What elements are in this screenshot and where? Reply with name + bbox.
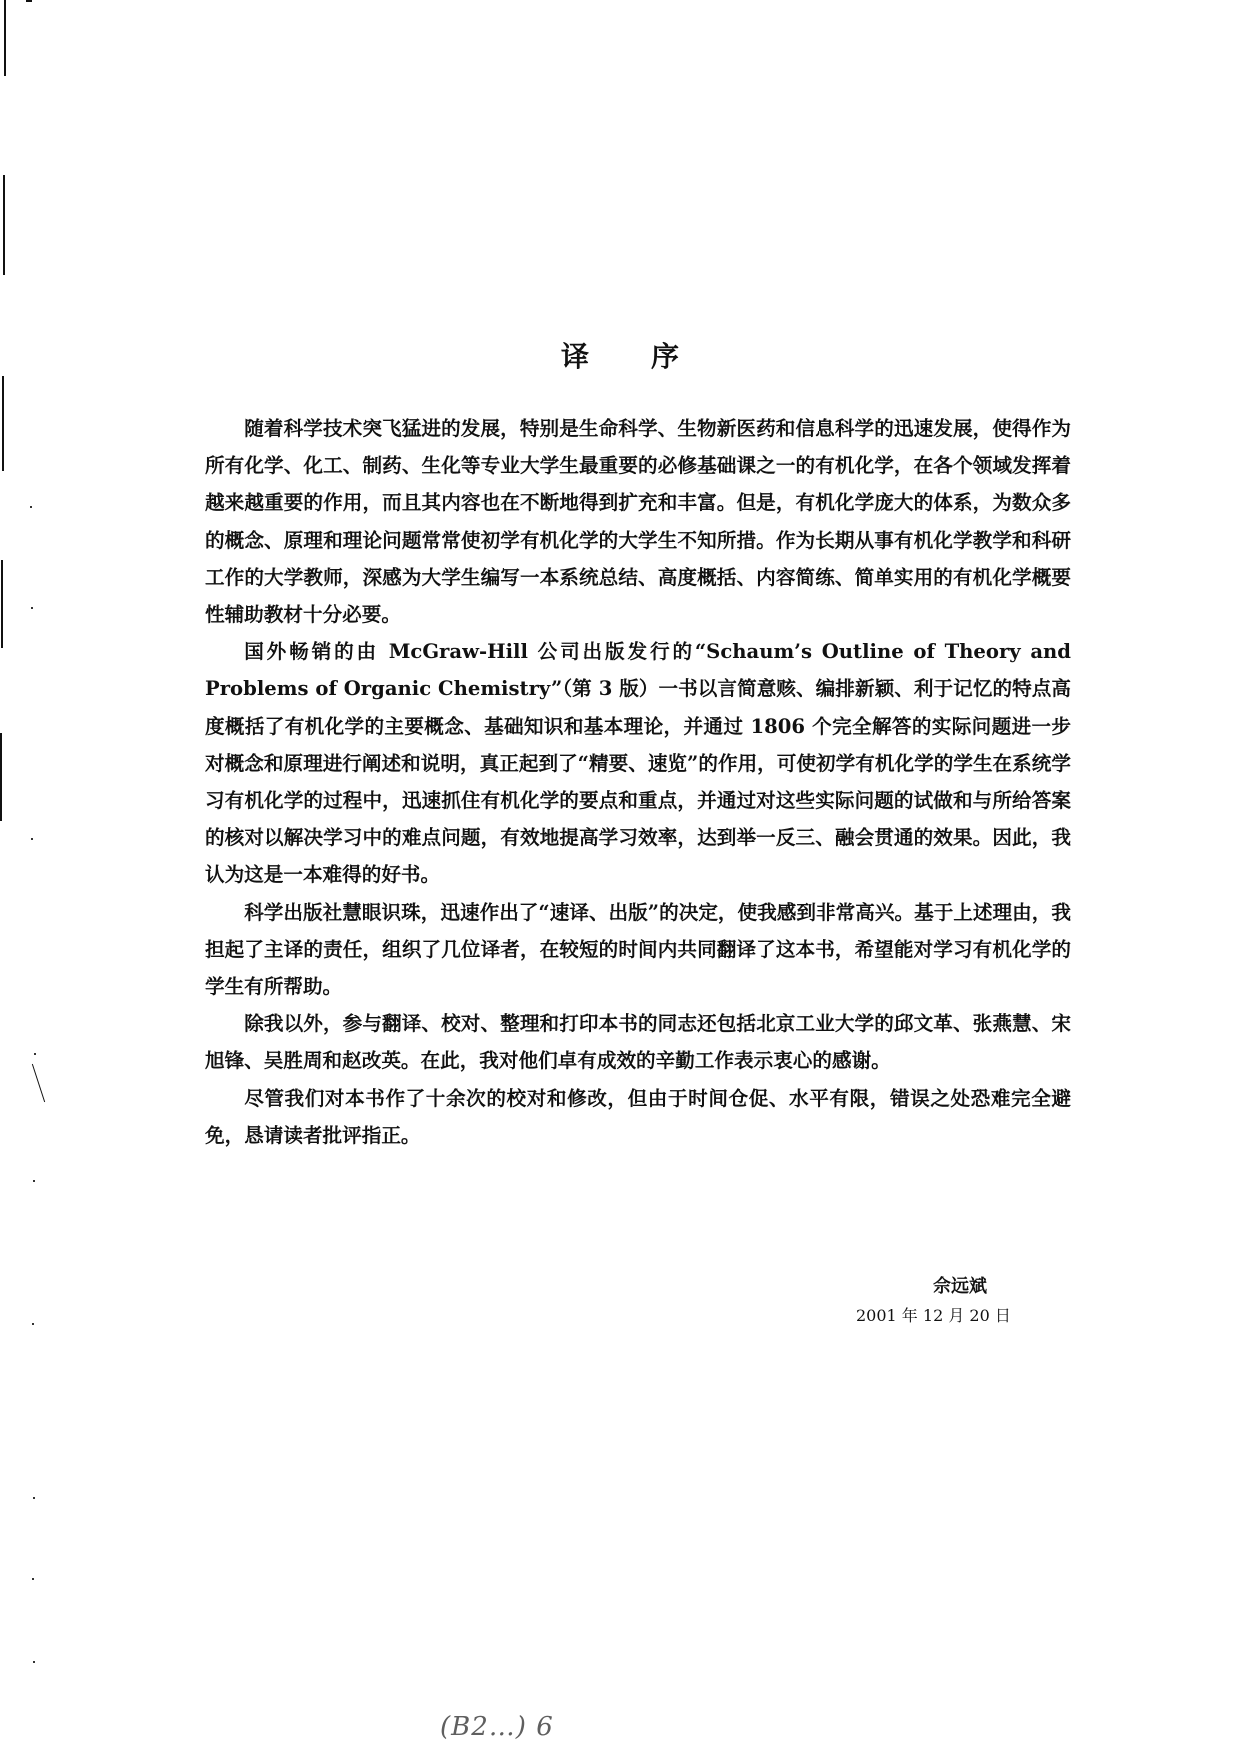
handwritten-page-mark: (B2…) 6 (440, 1712, 554, 1742)
scan-speck (31, 838, 33, 840)
scan-edge-mark (32, 1064, 45, 1102)
title-char-1: 译 (560, 340, 589, 373)
paragraph-3: 科学出版社慧眼识珠，迅速作出了“速译、出版”的决定，使我感到非常高兴。基于上述理由，我担起了主译的责任，组织了几位译者，在较短的时间内共同翻译了这本书，希望能对学习有机化学的学生有所帮助。 (205, 900, 1071, 999)
paragraph-2: 国外畅销的由 McGraw-Hill 公司出版发行的“Schaum’s Outline of Theory and Problems of Organic Chemistry”（第 3 版）一书以言简意赅、编排新颖、利于记忆的特点高度概括了有机化学的主要概念、基础知识和基本理论，并通过 1806 个完全解答的实际问题进一步对概念和原理进行阐述和说明，真正起到了“精要、速览”的作用，可使初学有机化学的学生在系统学习有机化学的过程中，迅速抓住有机化学的要点和重点，并通过对这些实际问题的试做和与所给答案的核对以解决学习中的难点问题，有效地提高学习效率，达到举一反三、融会贯通的效果。因此，我认为这是一本难得的好书。 (205, 640, 1071, 887)
paragraph-4: 除我以外，参与翻译、校对、整理和打印本书的同志还包括北京工业大学的邱文革、张燕慧、宋旭锋、吴胜周和赵改英。在此，我对他们卓有成效的辛勤工作表示衷心的感谢。 (205, 1012, 1071, 1073)
author-signature: 佘远斌 (933, 1276, 987, 1297)
scan-speck (32, 1323, 34, 1325)
scan-edge-mark (0, 733, 2, 821)
scan-edge-mark (3, 175, 5, 275)
page-title (0, 335, 1240, 375)
paragraph-1: 随着科学技术突飞猛进的发展，特别是生命科学、生物新医药和信息科学的迅速发展，使得作为所有化学、化工、制药、生化等专业大学生最重要的必修基础课之一的有机化学，在各个领域发挥着越来越重要的作用，而且其内容也在不断地得到扩充和丰富。但是，有机化学庞大的体系，为数众多的概念、原理和理论问题常常使初学有机化学的大学生不知所措。作为长期从事有机化学教学和科研工作的大学教师，深感为大学生编写一本系统总结、高度概括、内容简练、简单实用的有机化学概要性辅助教材十分必要。 (205, 417, 1071, 627)
title-char-2: 序 (651, 340, 680, 373)
scan-speck (33, 1497, 35, 1499)
scan-speck (33, 1661, 35, 1663)
signature-date: 2001 年 12 月 20 日 (856, 1306, 1011, 1325)
scan-edge-mark (2, 376, 4, 471)
scan-edge-mark (4, 0, 6, 76)
scan-speck (32, 1578, 34, 1580)
scan-edge-mark (26, 0, 32, 2)
scan-speck (30, 506, 32, 508)
scan-speck (33, 1180, 35, 1182)
scan-speck (31, 607, 33, 609)
scan-edge-mark (1, 560, 3, 648)
paragraph-5: 尽管我们对本书作了十余次的校对和修改，但由于时间仓促、水平有限，错误之处恐难完全避免，恳请读者批评指正。 (205, 1086, 1071, 1147)
scan-speck (34, 1053, 36, 1055)
preface-body (205, 410, 1071, 1154)
